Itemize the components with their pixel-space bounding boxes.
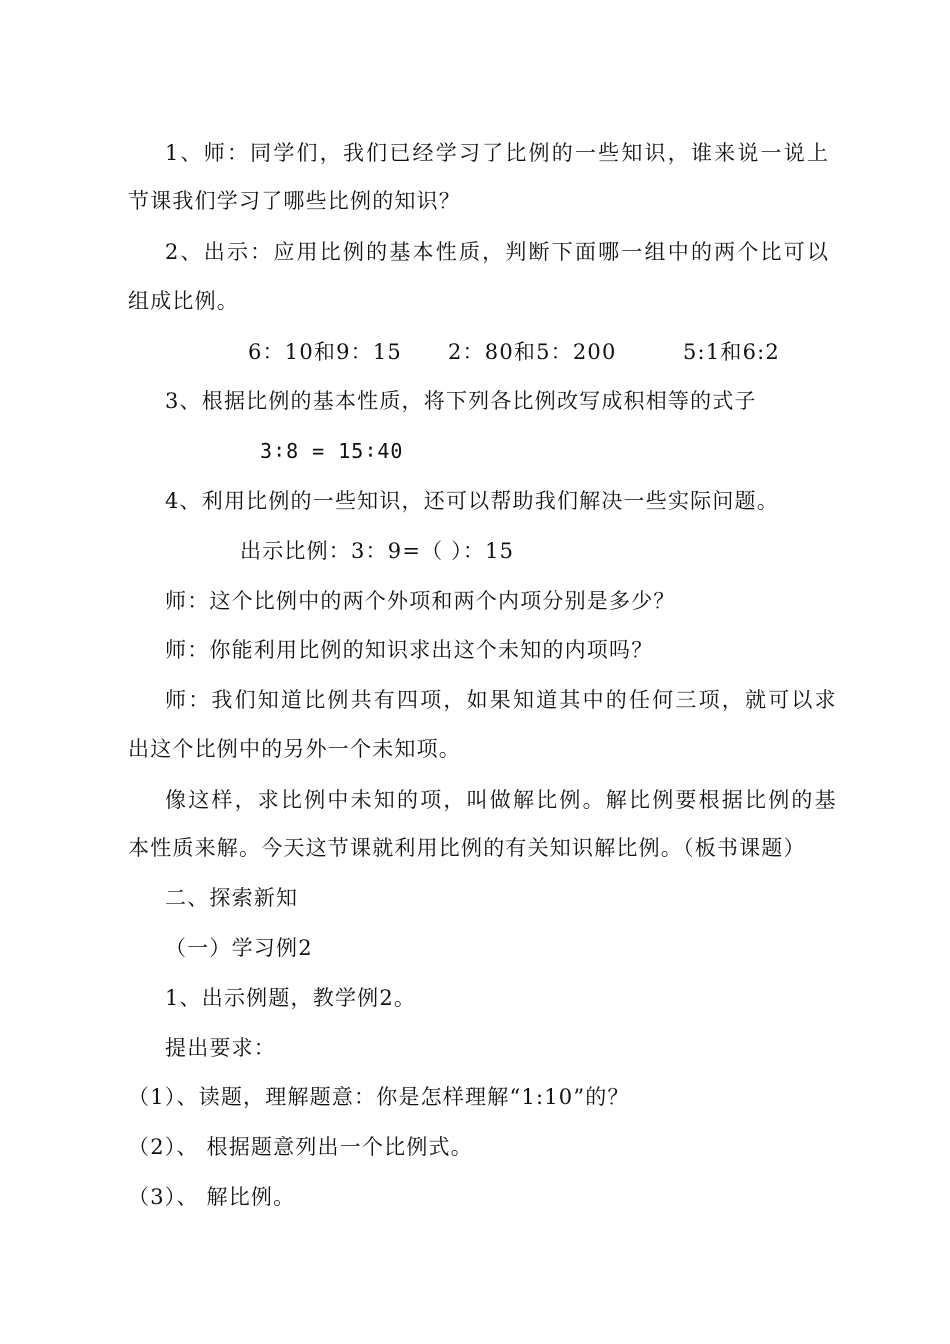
ratio-examples-row <box>0 338 950 366</box>
question-2-line-1: 2、出示：应用比例的基本性质，判断下面哪一组中的两个比可以 <box>165 240 831 264</box>
requirements-heading: 提出要求： <box>165 1036 276 1060</box>
teacher-explanation-line-2: 出这个比例中的另外一个未知项。 <box>128 737 461 761</box>
definition-line-2: 本性质来解。今天这节课就利用比例的有关知识解比例。（板书课题） <box>128 836 806 860</box>
teacher-explanation-line-1: 师：我们知道比例共有四项，如果知道其中的任何三项，就可以求 <box>165 688 838 712</box>
definition-line-1: 像这样，求比例中未知的项，叫做解比例。解比例要根据比例的基 <box>165 788 838 812</box>
requirement-2: （2）、 根据题意列出一个比例式。 <box>128 1135 473 1159</box>
section-heading: 二、探索新知 <box>165 886 299 910</box>
question-1-line-2: 节课我们学习了哪些比例的知识？ <box>128 189 461 213</box>
ratio-example-1: 6：10和9：15 <box>248 340 402 364</box>
ratio-example-2: 2：80和5：200 <box>448 340 617 364</box>
proportion-equation: 3∶8 = 15∶40 <box>260 439 404 463</box>
step-1: 1、出示例题，教学例2。 <box>165 986 417 1010</box>
question-2-line-2: 组成比例。 <box>128 289 239 313</box>
requirement-1: （1）、读题，理解题意：你是怎样理解“1:10”的？ <box>128 1085 630 1109</box>
question-3: 3、根据比例的基本性质，将下列各比例改写成积相等的式子 <box>165 389 757 413</box>
subsection-heading: （一）学习例2 <box>165 936 313 960</box>
teacher-question-2: 师：你能利用比例的知识求出这个未知的内项吗？ <box>165 638 654 662</box>
teacher-question-1: 师：这个比例中的两个外项和两个内项分别是多少？ <box>165 589 676 613</box>
ratio-example-3: 5:1和6:2 <box>683 340 780 364</box>
question-1-line-1: 1、师：同学们，我们已经学习了比例的一些知识，谁来说一说上 <box>165 141 831 165</box>
requirement-3: （3）、 解比例。 <box>128 1185 296 1209</box>
show-ratio: 出示比例：3：9=（ ）：15 <box>240 539 515 563</box>
question-4: 4、利用比例的一些知识，还可以帮助我们解决一些实际问题。 <box>165 489 779 513</box>
